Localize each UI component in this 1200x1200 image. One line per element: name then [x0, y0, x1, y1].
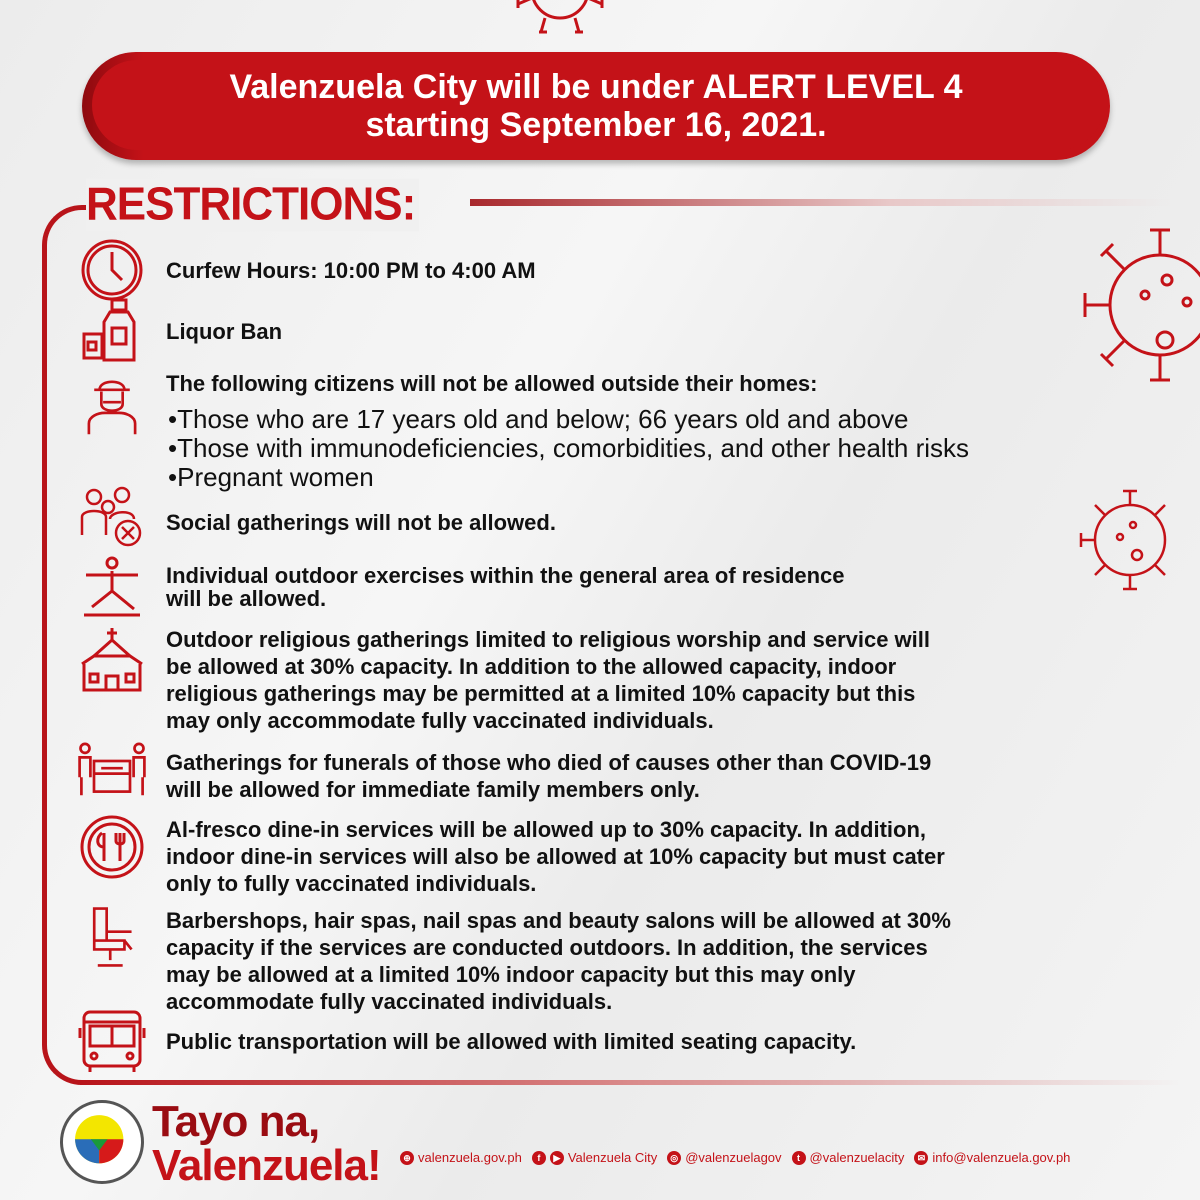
title-divider — [470, 199, 1170, 206]
instagram-link[interactable]: ◎ @valenzuelagov — [667, 1150, 781, 1165]
slogan: Tayo na, Valenzuela! — [152, 1097, 381, 1190]
virus-icon — [1065, 220, 1200, 390]
no-gathering-icon — [76, 485, 148, 549]
globe-icon: ⊕ — [400, 1151, 414, 1165]
funeral-icon — [76, 738, 148, 802]
liquor-icon — [76, 298, 148, 362]
restriction-transport: Public transportation will be allowed with limited seating capacity. — [166, 1029, 857, 1054]
twitter-link[interactable]: t @valenzuelacity — [792, 1150, 905, 1165]
restriction-religious: Outdoor religious gatherings limited to religious worship and service will be allowed at 30% capacity. In addition to the allowed capacity, indoor religious gatherings may be permitted at a limited 10% capacity but this may only accommodate fully vaccinated individuals. — [166, 627, 931, 733]
restriction-exercise: Individual outdoor exercises within the general area of residence will be allowed. — [166, 563, 845, 611]
bullet-item: •Those with immunodeficiencies, comorbidities, and other health risks — [168, 433, 970, 463]
bullet-item: •Pregnant women — [168, 462, 374, 492]
email-link[interactable]: ✉ info@valenzuela.gov.ph — [914, 1150, 1070, 1165]
city-seal-logo — [60, 1100, 144, 1184]
dining-icon — [76, 815, 148, 879]
instagram-icon: ◎ — [667, 1151, 681, 1165]
exercise-icon — [76, 555, 148, 619]
virus-icon — [1075, 485, 1170, 600]
frame-divider — [80, 1080, 1180, 1085]
banner-line-2: starting September 16, 2021. — [365, 106, 827, 144]
restriction-social-gatherings: Social gatherings will not be allowed. — [166, 510, 556, 535]
contact-links — [400, 1150, 1070, 1165]
restriction-citizens: The following citizens will not be allowed outside their homes: — [166, 371, 818, 396]
facebook-icon: f — [532, 1151, 546, 1165]
website-link[interactable]: ⊕ valenzuela.gov.ph — [400, 1150, 522, 1165]
mail-icon: ✉ — [914, 1151, 928, 1165]
alert-banner — [82, 52, 1110, 160]
bullet-item: •Those who are 17 years old and below; 66 years old and above — [168, 404, 909, 434]
youtube-icon: ▶ — [550, 1151, 564, 1165]
virus-icon — [505, 0, 615, 40]
twitter-icon: t — [792, 1151, 806, 1165]
masked-person-icon — [76, 372, 148, 436]
restriction-salons: Barbershops, hair spas, nail spas and beauty salons will be allowed at 30% capacity if the services are conducted outdoors. In addition, the services may be allowed at a limited 10% indoor capacity but this may only accommodate fully vaccinated individuals. — [166, 908, 951, 1014]
restriction-curfew: Curfew Hours: 10:00 PM to 4:00 AM — [166, 258, 536, 283]
restrictions-heading: RESTRICTIONS: — [86, 179, 419, 232]
restriction-dining: Al-fresco dine-in services will be allowed up to 30% capacity. In addition, indoor dine-in services will also be allowed at 10% capacity but must cater only to fully vaccinated individuals. — [166, 817, 945, 896]
restriction-funerals: Gatherings for funerals of those who died of causes other than COVID-19 will be allowed for immediate family members only. — [166, 750, 932, 802]
restriction-liquor-ban: Liquor Ban — [166, 319, 283, 344]
clock-icon — [76, 238, 148, 302]
facebook-youtube-link[interactable]: f ▶ Valenzuela City — [532, 1150, 657, 1165]
barber-chair-icon — [76, 905, 148, 969]
banner-line-1: Valenzuela City will be under ALERT LEVEL 4 — [229, 68, 963, 106]
church-icon — [76, 628, 148, 692]
bus-icon — [76, 1010, 148, 1074]
